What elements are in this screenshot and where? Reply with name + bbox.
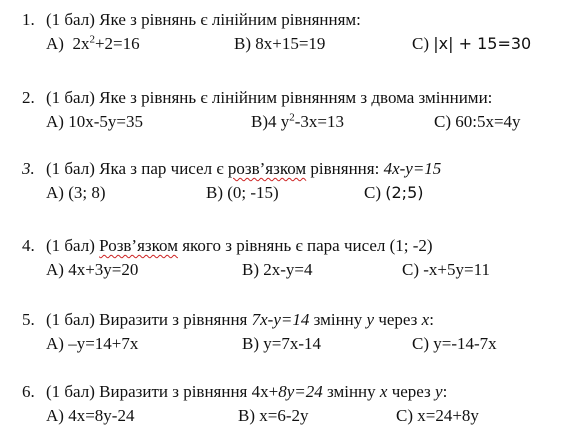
question-4-text: 4. (1 бал) Розв’язком якого з рівнянь є пара чисел (1; -2) bbox=[22, 236, 433, 255]
question-number: 2. bbox=[22, 88, 35, 107]
question-prompt: Яке з рівнянь є лінійним рівнянням з двома змінними: bbox=[99, 88, 493, 107]
spellcheck-underlined-word: розв’язком bbox=[227, 159, 307, 178]
option-b[interactable]: B) 8х+15=19 bbox=[234, 34, 326, 53]
question-prompt: Яке з рівнянь є лінійним рівнянням: bbox=[99, 10, 361, 29]
question-points: (1 бал) bbox=[46, 310, 95, 329]
question-number: 3. bbox=[22, 159, 35, 178]
question-points: (1 бал) bbox=[46, 382, 95, 401]
option-a[interactable]: А) 4х=8у-24 bbox=[46, 406, 135, 425]
option-a[interactable]: А) (3; 8) bbox=[46, 183, 106, 202]
option-c[interactable]: С) 60:5х=4у bbox=[434, 112, 521, 131]
question-6-options bbox=[46, 406, 566, 426]
question-number: 1. bbox=[22, 10, 35, 29]
question-number: 6. bbox=[22, 382, 35, 401]
option-c[interactable]: С) у=-14-7х bbox=[412, 334, 497, 353]
option-c[interactable]: С) (2;5) bbox=[364, 183, 424, 202]
question-points: (1 бал) bbox=[46, 88, 95, 107]
question-1-text bbox=[22, 10, 361, 30]
option-a[interactable]: А) $2х^2+2=16$ bbox=[46, 33, 140, 53]
question-equation: 4х+8у=24 bbox=[251, 382, 323, 401]
question-4-options bbox=[46, 260, 566, 280]
question-6-text: 6. (1 бал) Виразити з рівняння 4х+8у=24 змінну х через у: bbox=[22, 382, 448, 401]
question-2-text bbox=[22, 88, 492, 108]
option-b[interactable]: В) у=7х-14 bbox=[242, 334, 321, 353]
question-3-options bbox=[46, 183, 566, 203]
question-5-options bbox=[46, 334, 566, 354]
option-c[interactable]: C) |x| + 15=30 bbox=[412, 34, 532, 53]
option-a[interactable]: А) 10х-5у=35 bbox=[46, 112, 143, 131]
question-number: 5. bbox=[22, 310, 35, 329]
option-b[interactable]: В) 2х-у=4 bbox=[242, 260, 313, 279]
option-b[interactable]: В) (0; -15) bbox=[206, 183, 279, 202]
option-a[interactable]: А) –у=14+7х bbox=[46, 334, 139, 353]
option-b[interactable]: В)4 $у^2-3х=13$ bbox=[251, 111, 344, 131]
spellcheck-underlined-word: Розв’язком bbox=[99, 236, 178, 255]
question-5-text: 5. (1 бал) Виразити з рівняння 7х-у=14 змінну у через х: bbox=[22, 310, 434, 329]
option-b[interactable]: В) х=6-2у bbox=[238, 406, 309, 425]
question-equation: 4х-у=15 bbox=[383, 159, 442, 178]
question-points: (1 бал) bbox=[46, 159, 95, 178]
question-equation: 7х-у=14 bbox=[251, 310, 310, 329]
option-c[interactable]: С) х=24+8у bbox=[396, 406, 479, 425]
option-a[interactable]: А) 4х+3у=20 bbox=[46, 260, 139, 279]
question-number: 4. bbox=[22, 236, 35, 255]
option-c[interactable]: С) -х+5у=11 bbox=[402, 260, 490, 279]
question-2-options bbox=[46, 112, 566, 132]
question-1-options bbox=[46, 34, 566, 54]
question-points: (1 бал) bbox=[46, 10, 95, 29]
question-3-text: 3. (1 бал) Яка з пар чисел є розв’язком рівняння: 4х-у=15 bbox=[22, 159, 442, 178]
question-points: (1 бал) bbox=[46, 236, 95, 255]
